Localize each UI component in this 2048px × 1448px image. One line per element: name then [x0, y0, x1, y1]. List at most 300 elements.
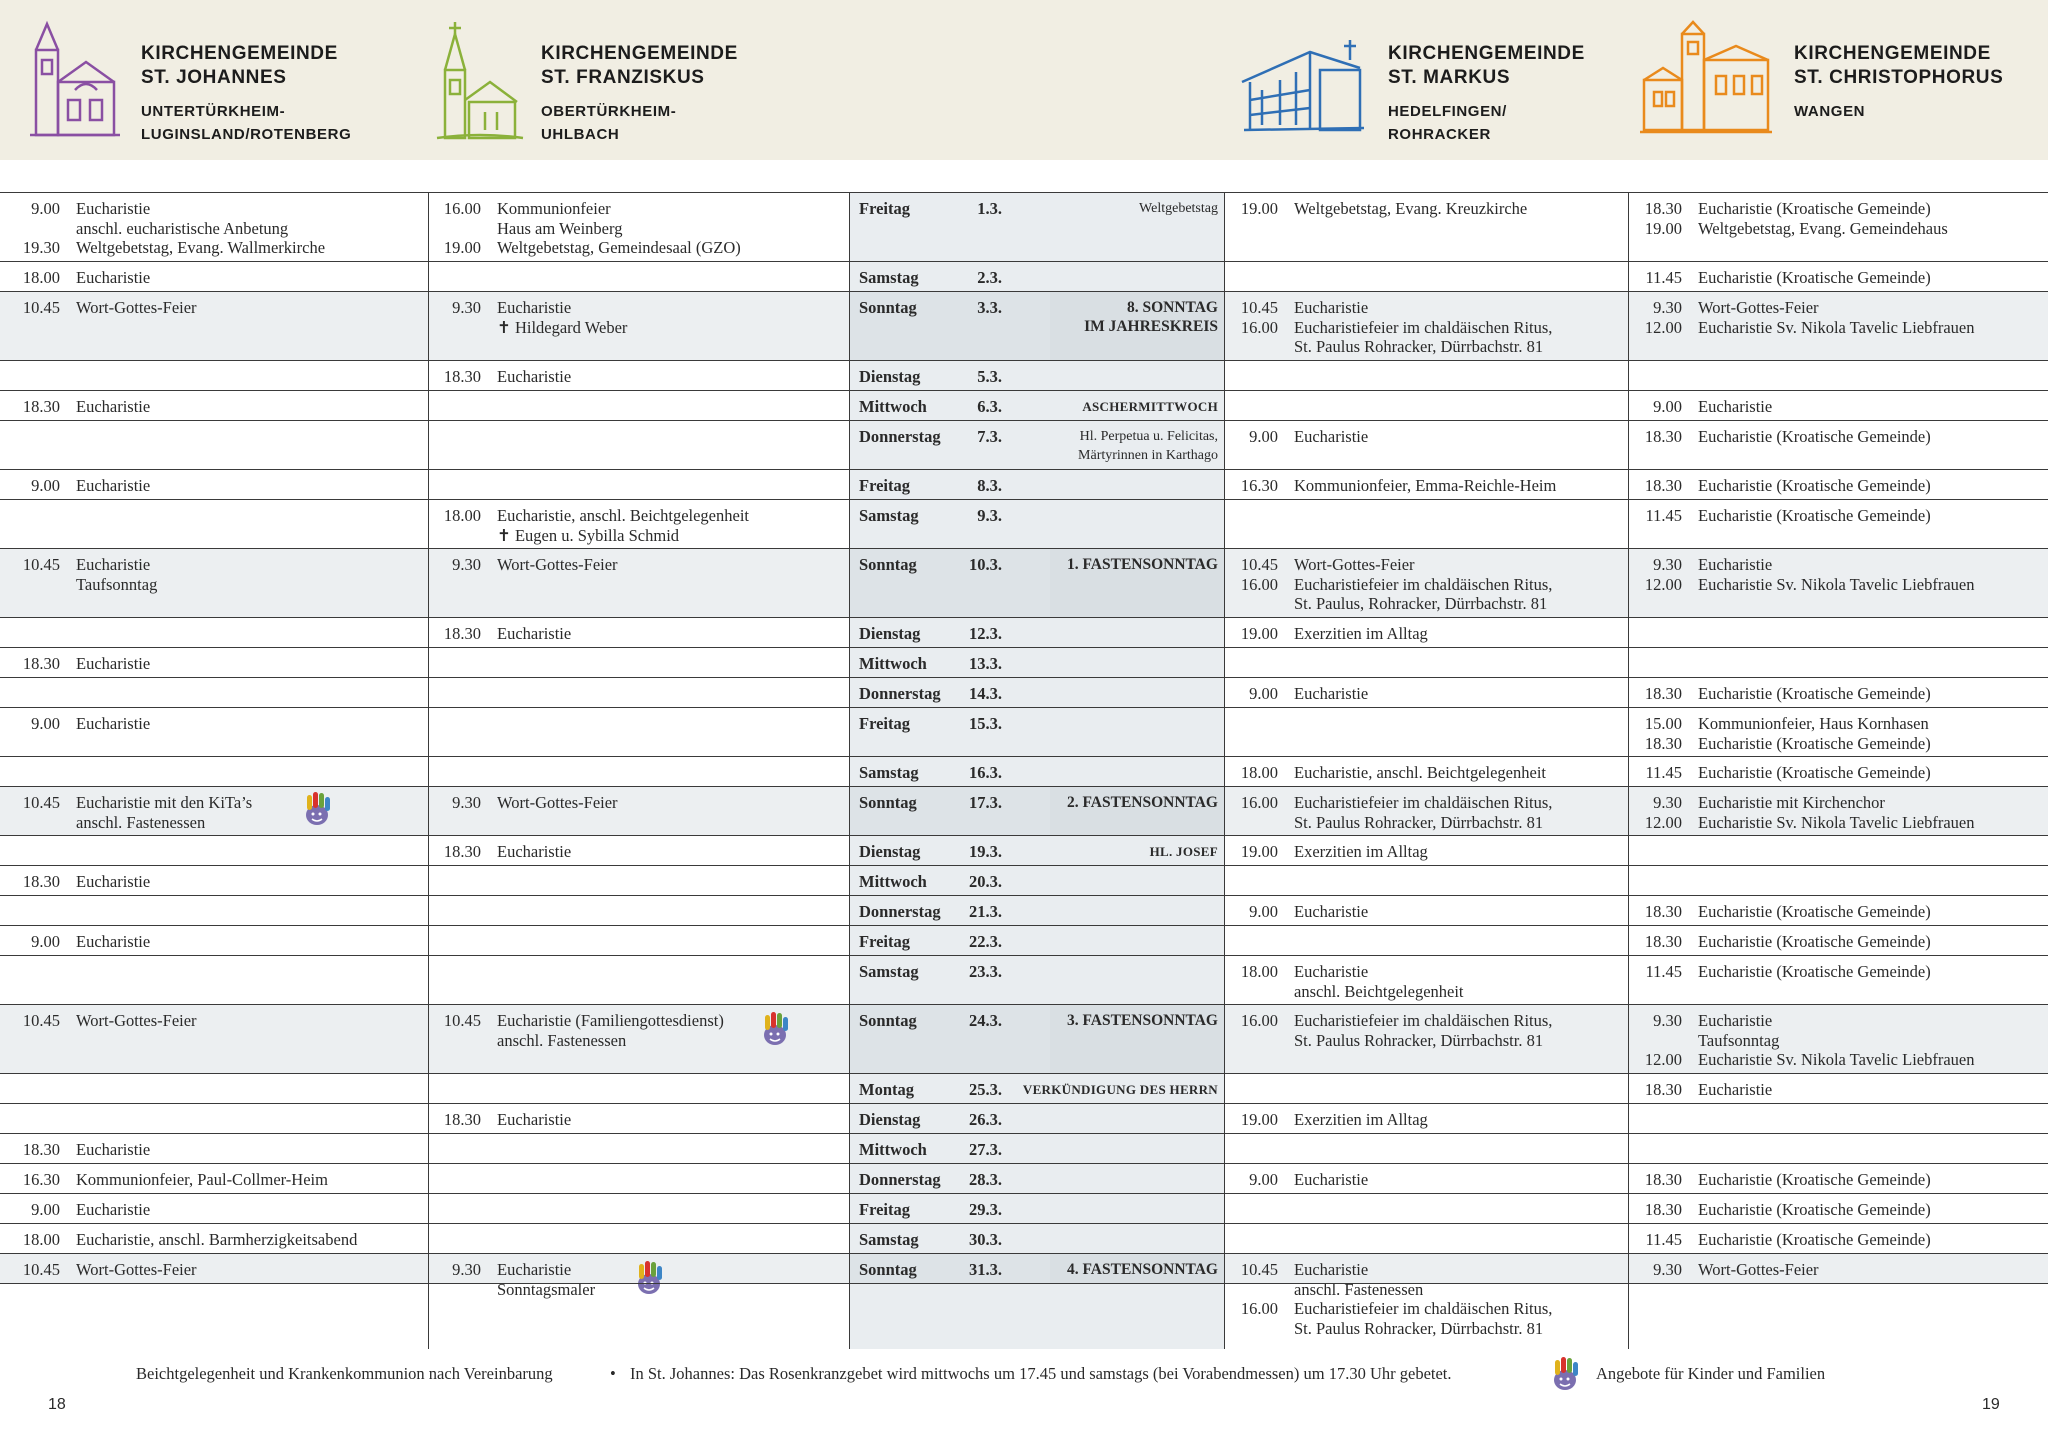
parish-title-line1: KIRCHENGEMEINDE: [1794, 43, 1991, 64]
parish-sub-line2: UHLBACH: [541, 126, 620, 143]
service-text: Eucharistie: [76, 268, 151, 287]
table-row: [0, 1103, 2048, 1133]
service-text: Eucharistie: [76, 872, 151, 891]
service-time: 16.00: [443, 199, 481, 218]
table-row: [0, 469, 2048, 499]
service-text: Eucharistie: [1294, 1170, 1369, 1189]
column-divider: [1628, 192, 1629, 1349]
service-time: 16.30: [22, 1170, 60, 1189]
table-bottom-border: [0, 1283, 2048, 1284]
date: 19.3.: [969, 842, 1002, 861]
service-text: Eucharistie: [76, 476, 151, 495]
service-text: Eucharistie Sv. Nikola Tavelic Liebfrauen: [1698, 317, 1975, 337]
weekday: Samstag: [859, 268, 919, 287]
date: 30.3.: [969, 1230, 1002, 1249]
date: 20.3.: [969, 872, 1002, 891]
service-text: anschl. eucharistische Anbetung: [76, 218, 289, 238]
parish-title-line2: ST. JOHANNES: [141, 67, 287, 88]
table-row: [0, 1253, 2048, 1338]
feast-line: 1. FASTENSONNTAG: [1066, 556, 1218, 573]
table-row: [0, 1133, 2048, 1163]
parish-sub-line1: OBERTÜRKHEIM-: [541, 103, 677, 120]
feast-day: [1067, 1260, 1218, 1279]
weekday: Samstag: [859, 506, 919, 525]
page-number-right: 19: [1982, 1396, 2000, 1413]
parish-title-line1: KIRCHENGEMEINDE: [541, 43, 738, 64]
service-text: Eucharistie: [497, 1110, 572, 1129]
service-time: 18.30: [1644, 199, 1682, 218]
service-text: Haus am Weinberg: [497, 218, 623, 238]
feast-line: Hl. Perpetua u. Felicitas,: [1079, 429, 1218, 444]
date: 15.3.: [969, 714, 1002, 733]
footer-note-confession: Beichtgelegenheit und Krankenkommunion nach Vereinbarung: [136, 1364, 553, 1383]
feast-line: 2. FASTENSONNTAG: [1066, 794, 1218, 811]
service-text: Eucharistie (Familiengottesdienst): [497, 1011, 724, 1030]
service-time: 10.45: [1240, 1260, 1278, 1279]
weekday: Sonntag: [859, 555, 917, 574]
service-time: 9.30: [452, 298, 481, 317]
parish-title-line1: KIRCHENGEMEINDE: [1388, 43, 1585, 64]
service-time: 9.00: [31, 476, 60, 495]
table-row: [0, 192, 2048, 261]
table-row: [0, 955, 2048, 1004]
date: 27.3.: [969, 1140, 1002, 1159]
service-time: 18.30: [1644, 684, 1682, 703]
service-time: 18.00: [22, 1230, 60, 1249]
service-time: 10.45: [22, 793, 60, 812]
service-text: Eucharistie: [1294, 1260, 1369, 1279]
date: 9.3.: [977, 506, 1002, 525]
service-time: 12.00: [1644, 812, 1682, 832]
feast-line: 8. SONNTAG: [1126, 299, 1218, 316]
service-text: Exerzitien im Alltag: [1294, 1110, 1428, 1129]
service-text: Eucharistie: [497, 842, 572, 861]
feast-day: [1067, 793, 1218, 812]
service-text: Taufsonntag: [76, 574, 158, 594]
date: 17.3.: [969, 793, 1002, 812]
service-text: Eucharistiefeier im chaldäischen Ritus,: [1294, 574, 1553, 594]
date: 7.3.: [977, 427, 1002, 446]
service-text: Eucharistie: [76, 1140, 151, 1159]
table-row: [0, 677, 2048, 707]
service-time: 16.00: [1240, 1299, 1278, 1318]
feast-line: VERKÜNDIGUNG DES HERRN: [1022, 1082, 1218, 1097]
weekday: Donnerstag: [859, 684, 941, 703]
weekday: Sonntag: [859, 298, 917, 317]
table-row: [0, 548, 2048, 617]
service-time: 18.30: [443, 367, 481, 386]
service-time: 18.30: [443, 624, 481, 643]
service-time: 9.00: [1249, 684, 1278, 703]
service-time: 9.30: [452, 793, 481, 812]
date: 10.3.: [969, 555, 1002, 574]
service-text: Eucharistie: [76, 555, 151, 574]
feast-day: [1139, 199, 1218, 218]
feast-line: 3. FASTENSONNTAG: [1066, 1012, 1218, 1029]
service-text: Eucharistie: [76, 932, 151, 951]
weekday: Sonntag: [859, 793, 917, 812]
service-text: Weltgebetstag, Gemeindesaal (GZO): [497, 238, 741, 257]
service-text: St. Paulus Rohracker, Dürrbachstr. 81: [1294, 1030, 1544, 1050]
weekday: Donnerstag: [859, 1170, 941, 1189]
service-text: Eucharistie (Kroatische Gemeinde): [1698, 763, 1931, 782]
date: 28.3.: [969, 1170, 1002, 1189]
service-time: 18.30: [443, 1110, 481, 1129]
service-time: 12.00: [1644, 574, 1682, 594]
hand-icon: [630, 1258, 670, 1298]
service-time: 9.00: [1249, 427, 1278, 446]
feast-line: Weltgebetstag: [1139, 201, 1218, 216]
feast-line: IM JAHRESKREIS: [1084, 318, 1218, 335]
parish-st-christophorus: [1638, 20, 2038, 150]
date: 8.3.: [977, 476, 1002, 495]
service-time: 19.30: [22, 238, 60, 257]
service-text: Eucharistie: [497, 624, 572, 643]
service-time: 10.45: [22, 1011, 60, 1030]
column-divider: [428, 192, 429, 1349]
service-text: Wort-Gottes-Feier: [1294, 555, 1415, 574]
table-row: [0, 786, 2048, 835]
weekday: Dienstag: [859, 367, 921, 386]
service-time: 16.00: [1240, 1011, 1278, 1030]
weekday: Samstag: [859, 962, 919, 981]
table-row: [0, 291, 2048, 360]
service-time: 19.00: [443, 238, 481, 257]
service-time: 16.30: [1240, 476, 1278, 495]
service-time: 18.30: [1644, 1080, 1682, 1099]
table-row: [0, 261, 2048, 291]
header-band: [0, 0, 2048, 160]
service-text: ✝ Eugen u. Sybilla Schmid: [497, 525, 680, 545]
service-time: 18.30: [1644, 476, 1682, 495]
table-row: [0, 1223, 2048, 1253]
service-text: Eucharistie: [1294, 902, 1369, 921]
service-text: ✝ Hildegard Weber: [497, 317, 628, 337]
weekday: Freitag: [859, 932, 911, 951]
feast-day: [1078, 427, 1218, 465]
feast-line: Märtyrinnen in Karthago: [1078, 448, 1218, 463]
column-divider: [1224, 192, 1225, 1349]
service-time: 9.00: [31, 199, 60, 218]
table-row: [0, 925, 2048, 955]
feast-day: [1067, 555, 1218, 574]
parish-sub-line1: UNTERTÜRKHEIM-: [141, 103, 286, 120]
service-time: 18.30: [443, 842, 481, 861]
service-text: Eucharistie: [1294, 962, 1369, 981]
date: 13.3.: [969, 654, 1002, 673]
page-number-left: 18: [48, 1396, 66, 1413]
service-text: Eucharistie (Kroatische Gemeinde): [1698, 902, 1931, 921]
service-time: 16.00: [1240, 793, 1278, 812]
footer-note-rosary: In St. Johannes: Das Rosenkranzgebet wird mittwochs um 17.45 und samstags (bei Vorabendmessen) um 17.30 Uhr gebetet.: [630, 1364, 1452, 1383]
hand-icon: [756, 1009, 796, 1049]
service-text: Taufsonntag: [1698, 1030, 1780, 1050]
service-time: 19.00: [1240, 199, 1278, 218]
weekday: Freitag: [859, 476, 911, 495]
service-text: Exerzitien im Alltag: [1294, 624, 1428, 643]
parish-title-line2: ST. FRANZISKUS: [541, 67, 705, 88]
service-time: 9.30: [1653, 1260, 1682, 1279]
service-text: Eucharistiefeier im chaldäischen Ritus,: [1294, 793, 1553, 812]
table-row: [0, 756, 2048, 786]
feast-line: ASCHERMITTWOCH: [1082, 399, 1218, 414]
service-time: 18.30: [1644, 1170, 1682, 1189]
service-text: anschl. Fastenessen: [497, 1030, 627, 1050]
service-text: Wort-Gottes-Feier: [1698, 298, 1819, 317]
weekday: Freitag: [859, 199, 911, 218]
service-text: Eucharistie: [497, 1260, 572, 1279]
hand-icon: [1546, 1354, 1586, 1399]
parish-sub-line2: ROHRACKER: [1388, 126, 1491, 143]
weekday: Dienstag: [859, 842, 921, 861]
date: 22.3.: [969, 932, 1002, 951]
table-row: [0, 390, 2048, 420]
service-time: 9.00: [31, 714, 60, 733]
service-text: Eucharistie: [1698, 397, 1773, 416]
service-text: Eucharistie (Kroatische Gemeinde): [1698, 733, 1931, 753]
service-text: Eucharistie Sv. Nikola Tavelic Liebfrauen: [1698, 574, 1975, 594]
service-text: Eucharistie: [76, 397, 151, 416]
date: 21.3.: [969, 902, 1002, 921]
weekday: Mittwoch: [859, 1140, 927, 1159]
footer-bullet: •: [610, 1364, 616, 1383]
table-row: [0, 420, 2048, 469]
feast-day: [1150, 842, 1218, 861]
service-text: anschl. Beichtgelegenheit: [1294, 981, 1464, 1001]
service-time: 10.45: [22, 298, 60, 317]
service-text: Eucharistie: [1698, 1080, 1773, 1099]
service-time: 11.45: [1645, 1230, 1682, 1249]
weekday: Sonntag: [859, 1260, 917, 1279]
weekday: Samstag: [859, 1230, 919, 1249]
table-row: [0, 707, 2048, 756]
service-time: 11.45: [1645, 763, 1682, 782]
service-time: 16.00: [1240, 317, 1278, 337]
service-text: Eucharistie: [76, 714, 151, 733]
date: 26.3.: [969, 1110, 1002, 1129]
parish-title-line2: ST. MARKUS: [1388, 67, 1511, 88]
service-time: 9.00: [31, 1200, 60, 1219]
service-time: 18.30: [1644, 1200, 1682, 1219]
service-time: 10.45: [1240, 555, 1278, 574]
parish-st-johannes: [30, 20, 390, 150]
date: 24.3.: [969, 1011, 1002, 1030]
service-text: Eucharistie: [497, 367, 572, 386]
feast-line: HL. JOSEF: [1149, 844, 1218, 859]
weekday: Dienstag: [859, 1110, 921, 1129]
service-text: Eucharistie (Kroatische Gemeinde): [1698, 268, 1931, 287]
service-text: Eucharistie (Kroatische Gemeinde): [1698, 962, 1931, 981]
service-time: 9.00: [31, 932, 60, 951]
parish-sub-line1: WANGEN: [1794, 103, 1866, 120]
service-text: Exerzitien im Alltag: [1294, 842, 1428, 861]
date: 5.3.: [977, 367, 1002, 386]
service-text: Eucharistie mit den KiTa’s: [76, 793, 253, 812]
service-text: Eucharistie (Kroatische Gemeinde): [1698, 427, 1931, 446]
table-row: [0, 1073, 2048, 1103]
church-icon: [30, 20, 120, 140]
service-text: Wort-Gottes-Feier: [497, 555, 618, 574]
date: 29.3.: [969, 1200, 1002, 1219]
service-text: Wort-Gottes-Feier: [497, 793, 618, 812]
service-text: Eucharistie: [76, 199, 151, 218]
weekday: Donnerstag: [859, 902, 941, 921]
church-icon: [1638, 20, 1774, 140]
service-time: 16.00: [1240, 574, 1278, 594]
service-text: anschl. Fastenessen: [76, 812, 206, 832]
service-time: 11.45: [1645, 268, 1682, 287]
service-time: 9.30: [1653, 555, 1682, 574]
service-text: Eucharistie, anschl. Barmherzigkeitsabend: [76, 1230, 358, 1249]
service-time: 11.45: [1645, 962, 1682, 981]
service-text: Eucharistie: [497, 298, 572, 317]
weekday: Mittwoch: [859, 654, 927, 673]
service-time: 9.30: [452, 555, 481, 574]
parish-st-franziskus: [435, 20, 795, 150]
service-time: 19.00: [1240, 1110, 1278, 1129]
service-text: Eucharistiefeier im chaldäischen Ritus,: [1294, 1011, 1553, 1030]
service-text: Eucharistie (Kroatische Gemeinde): [1698, 932, 1931, 951]
service-time: 9.00: [1249, 902, 1278, 921]
service-time: 18.30: [22, 872, 60, 891]
service-time: 10.45: [1240, 298, 1278, 317]
service-text: Eucharistie: [76, 1200, 151, 1219]
service-time: 9.00: [1249, 1170, 1278, 1189]
service-time: 9.30: [1653, 298, 1682, 317]
service-time: 10.45: [443, 1011, 481, 1030]
service-text: Eucharistie mit Kirchenchor: [1698, 793, 1885, 812]
feast-line: 4. FASTENSONNTAG: [1066, 1261, 1218, 1278]
service-text: St. Paulus Rohracker, Dürrbachstr. 81: [1294, 812, 1544, 832]
date: 2.3.: [977, 268, 1002, 287]
service-text: Eucharistie: [1698, 1011, 1773, 1030]
date: 25.3.: [969, 1080, 1002, 1099]
date: 3.3.: [977, 298, 1002, 317]
parish-title-line2: ST. CHRISTOPHORUS: [1794, 67, 2004, 88]
table-row: [0, 617, 2048, 647]
feast-day: [1023, 1080, 1218, 1099]
church-icon: [1240, 20, 1370, 140]
service-time: 9.30: [1653, 793, 1682, 812]
service-time: 18.30: [1644, 902, 1682, 921]
table-row: [0, 1193, 2048, 1223]
service-time: 9.30: [1653, 1011, 1682, 1030]
date: 31.3.: [969, 1260, 1002, 1279]
service-text: anschl. Fastenessen: [1294, 1279, 1424, 1299]
service-text: Eucharistiefeier im chaldäischen Ritus,: [1294, 317, 1553, 337]
service-time: 18.00: [1240, 962, 1278, 981]
service-time: 9.30: [452, 1260, 481, 1279]
service-text: Eucharistie Sv. Nikola Tavelic Liebfrauen: [1698, 812, 1975, 832]
date: 14.3.: [969, 684, 1002, 703]
table-row: [0, 647, 2048, 677]
date: 6.3.: [977, 397, 1002, 416]
feast-day: [1082, 397, 1218, 416]
service-time: 18.30: [1644, 427, 1682, 446]
service-text: Eucharistie (Kroatische Gemeinde): [1698, 684, 1931, 703]
service-text: Kommunionfeier: [497, 199, 611, 218]
service-text: Weltgebetstag, Evang. Kreuzkirche: [1294, 199, 1528, 218]
service-text: Eucharistie (Kroatische Gemeinde): [1698, 1230, 1931, 1249]
service-time: 9.00: [1653, 397, 1682, 416]
table-row: [0, 1163, 2048, 1193]
parish-sub-line2: LUGINSLAND/ROTENBERG: [141, 126, 352, 143]
service-time: 10.45: [22, 555, 60, 574]
service-text: Wort-Gottes-Feier: [76, 1011, 197, 1030]
service-text: St. Paulus Rohracker, Dürrbachstr. 81: [1294, 1318, 1544, 1338]
service-text: Eucharistie Sv. Nikola Tavelic Liebfrauen: [1698, 1050, 1975, 1069]
service-text: Eucharistie, anschl. Beichtgelegenheit: [497, 506, 749, 525]
weekday: Freitag: [859, 714, 911, 733]
table-row: [0, 1004, 2048, 1073]
service-text: Wort-Gottes-Feier: [76, 298, 197, 317]
service-text: Eucharistiefeier im chaldäischen Ritus,: [1294, 1299, 1553, 1318]
column-divider: [849, 192, 850, 1349]
service-text: Eucharistie, anschl. Beichtgelegenheit: [1294, 763, 1546, 782]
date: 23.3.: [969, 962, 1002, 981]
service-time: 18.00: [443, 506, 481, 525]
service-text: Eucharistie: [1294, 684, 1369, 703]
service-time: 12.00: [1644, 317, 1682, 337]
service-text: Eucharistie: [76, 654, 151, 673]
date: 1.3.: [977, 199, 1002, 218]
service-text: Wort-Gottes-Feier: [1698, 1260, 1819, 1279]
weekday: Montag: [859, 1080, 914, 1099]
service-time: 18.30: [1644, 733, 1682, 753]
weekday: Mittwoch: [859, 872, 927, 891]
parish-st-markus: [1240, 20, 1600, 150]
parish-title-line1: KIRCHENGEMEINDE: [141, 43, 338, 64]
service-text: Eucharistie (Kroatische Gemeinde): [1698, 1200, 1931, 1219]
service-time: 18.30: [1644, 932, 1682, 951]
weekday: Mittwoch: [859, 397, 927, 416]
service-time: 18.00: [1240, 763, 1278, 782]
service-text: Kommunionfeier, Paul-Collmer-Heim: [76, 1170, 328, 1189]
church-icon: [435, 20, 525, 145]
weekday: Dienstag: [859, 624, 921, 643]
service-text: St. Paulus Rohracker, Dürrbachstr. 81: [1294, 337, 1544, 356]
service-time: 15.00: [1644, 714, 1682, 733]
table-row: [0, 865, 2048, 895]
table-row: [0, 499, 2048, 548]
footer-note-families: Angebote für Kinder und Familien: [1596, 1364, 1826, 1383]
service-text: Eucharistie (Kroatische Gemeinde): [1698, 476, 1931, 495]
table-row: [0, 895, 2048, 925]
parish-sub-line1: HEDELFINGEN/: [1388, 103, 1507, 120]
table-row: [0, 360, 2048, 390]
service-text: Sonntagsmaler: [497, 1279, 596, 1299]
service-time: 18.00: [22, 268, 60, 287]
service-time: 18.30: [22, 397, 60, 416]
service-text: Eucharistie (Kroatische Gemeinde): [1698, 506, 1931, 525]
service-text: Weltgebetstag, Evang. Gemeindehaus: [1698, 218, 1948, 238]
service-text: Weltgebetstag, Evang. Wallmerkirche: [76, 238, 326, 257]
service-text: Kommunionfeier, Haus Kornhasen: [1698, 714, 1929, 733]
service-text: St. Paulus, Rohracker, Dürrbachstr. 81: [1294, 594, 1548, 613]
service-time: 12.00: [1644, 1050, 1682, 1069]
service-time: 19.00: [1644, 218, 1682, 238]
weekday: Samstag: [859, 763, 919, 782]
feast-day: [1067, 1011, 1218, 1030]
service-text: Eucharistie: [1294, 427, 1369, 446]
service-text: Eucharistie: [1698, 555, 1773, 574]
feast-day: [1084, 298, 1218, 336]
service-text: Eucharistie (Kroatische Gemeinde): [1698, 1170, 1931, 1189]
service-text: Wort-Gottes-Feier: [76, 1260, 197, 1279]
service-time: 18.30: [22, 1140, 60, 1159]
service-time: 10.45: [22, 1260, 60, 1279]
weekday: Sonntag: [859, 1011, 917, 1030]
